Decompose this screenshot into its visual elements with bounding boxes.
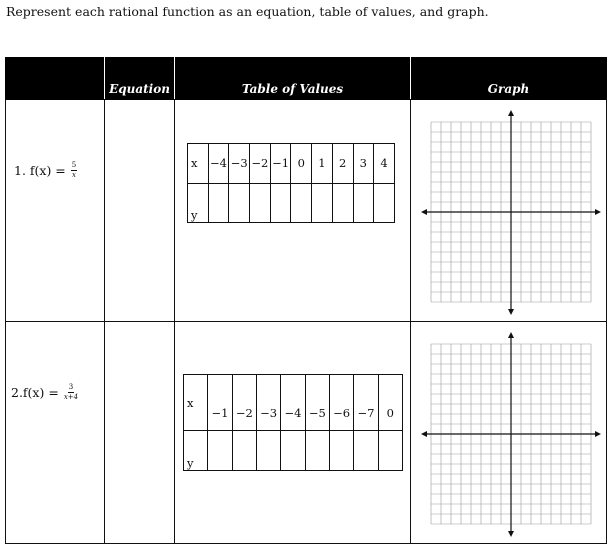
y-input[interactable] — [281, 431, 305, 471]
y-input[interactable] — [208, 183, 229, 223]
arrow-left-icon — [421, 431, 427, 437]
y-input[interactable] — [354, 431, 378, 471]
numerator: 5 — [71, 161, 77, 169]
coordinate-grid[interactable] — [421, 110, 601, 315]
x-value: 4 — [374, 144, 395, 184]
header-table-of-values: Table of Values — [175, 58, 411, 100]
instructions: Represent each rational function as an equation, table of values, and graph. — [6, 4, 489, 19]
arrow-left-icon — [421, 209, 427, 215]
function-cell — [6, 100, 105, 322]
x-label: x — [184, 375, 208, 431]
x-value: −3 — [256, 375, 280, 431]
y-label: y — [188, 183, 209, 223]
y-row — [184, 431, 403, 471]
x-value: 3 — [353, 144, 374, 184]
x-value: −4 — [208, 144, 229, 184]
header-equation: Equation — [105, 58, 175, 100]
equation-answer-cell[interactable] — [105, 322, 175, 544]
x-value: −2 — [250, 144, 271, 184]
denominator: x — [72, 171, 76, 179]
x-value: −5 — [305, 375, 329, 431]
x-row — [184, 375, 403, 431]
arrow-up-icon — [508, 110, 514, 116]
arrow-up-icon — [508, 332, 514, 338]
y-input[interactable] — [329, 431, 353, 471]
numerator: 3 — [68, 383, 74, 391]
x-value: −4 — [281, 375, 305, 431]
function-prefix: 1. f(x) = — [14, 163, 66, 178]
x-value: −3 — [229, 144, 250, 184]
y-input[interactable] — [256, 431, 280, 471]
function-prefix: 2.f(x) = — [11, 385, 59, 400]
y-input[interactable] — [332, 183, 353, 223]
x-value: −6 — [329, 375, 353, 431]
y-input[interactable] — [270, 183, 291, 223]
denominator: x+4 — [63, 393, 79, 401]
arrow-right-icon — [595, 209, 601, 215]
x-value: 0 — [378, 375, 402, 431]
equation-answer-cell[interactable] — [105, 100, 175, 322]
y-input[interactable] — [305, 431, 329, 471]
y-input[interactable] — [208, 431, 232, 471]
y-label: y — [184, 431, 208, 471]
fraction — [71, 162, 77, 179]
arrow-down-icon — [508, 309, 514, 315]
function-cell — [6, 322, 105, 544]
x-value: −1 — [270, 144, 291, 184]
x-label: x — [188, 144, 209, 184]
x-value: −7 — [354, 375, 378, 431]
y-input[interactable] — [232, 431, 256, 471]
x-value: 2 — [332, 144, 353, 184]
fraction — [64, 384, 78, 401]
y-input[interactable] — [250, 183, 271, 223]
y-input[interactable] — [353, 183, 374, 223]
x-row — [188, 144, 395, 184]
y-input[interactable] — [374, 183, 395, 223]
problem-row — [6, 322, 607, 544]
graph-cell — [411, 322, 607, 544]
y-input[interactable] — [229, 183, 250, 223]
values-table — [187, 143, 395, 223]
y-input[interactable] — [378, 431, 402, 471]
arrow-down-icon — [508, 531, 514, 537]
function-label — [11, 384, 78, 401]
header-row — [6, 58, 607, 100]
worksheet-table — [5, 57, 607, 544]
y-row — [188, 183, 395, 223]
table-of-values-cell — [175, 100, 411, 322]
coordinate-grid[interactable] — [421, 332, 601, 537]
y-input[interactable] — [291, 183, 312, 223]
arrow-right-icon — [595, 431, 601, 437]
graph-cell — [411, 100, 607, 322]
header-blank — [6, 58, 105, 100]
x-value: 0 — [291, 144, 312, 184]
function-label — [14, 162, 77, 179]
x-value: −1 — [208, 375, 232, 431]
x-value: 1 — [312, 144, 333, 184]
header-graph: Graph — [411, 58, 607, 100]
table-of-values-cell — [175, 322, 411, 544]
y-input[interactable] — [312, 183, 333, 223]
x-value: −2 — [232, 375, 256, 431]
problem-row — [6, 100, 607, 322]
values-table — [183, 374, 403, 471]
